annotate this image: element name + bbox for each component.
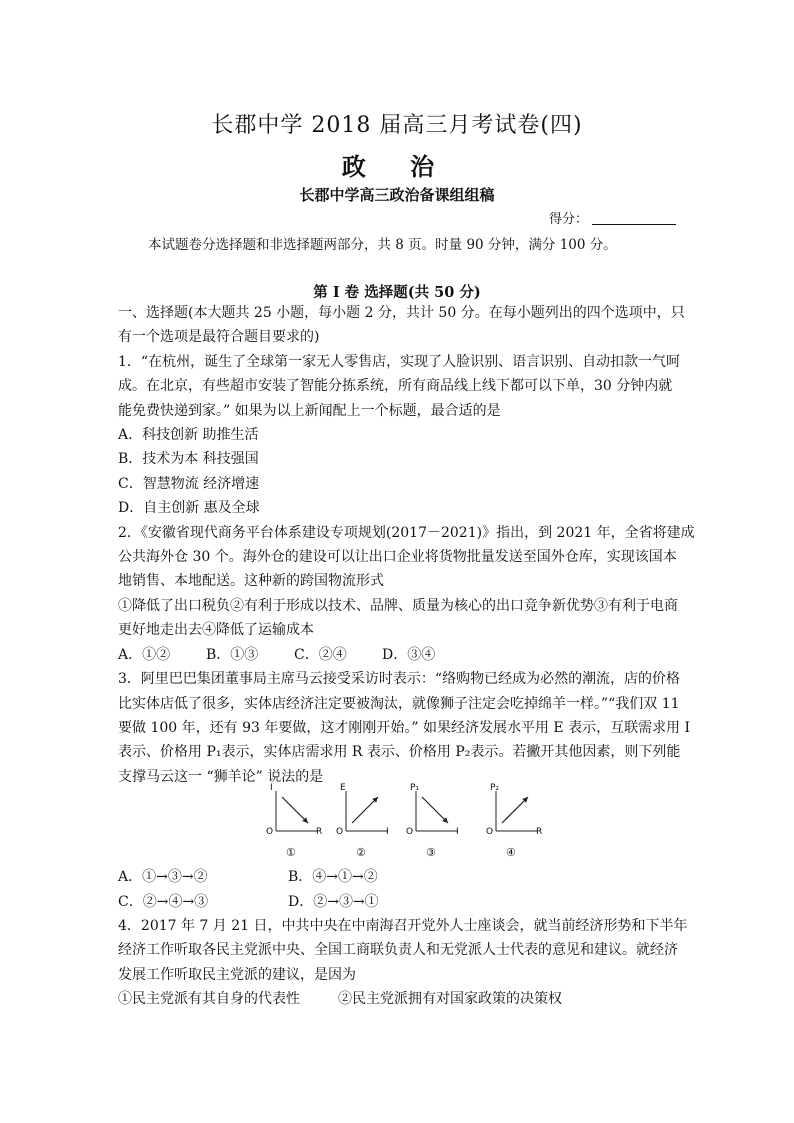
x-axis-label: R: [316, 827, 323, 837]
q4-statements: [118, 987, 678, 1011]
graph-number: ③: [426, 846, 436, 859]
q1-line: 1．“在杭州，诞生了全球第一家无人零售店，实现了人脸识别、语言识别、自动扣款一气呵: [118, 353, 681, 370]
q3-option-d: D．②→③→①: [288, 894, 379, 910]
q1-option-a: A．科技创新 助推生活: [118, 427, 259, 444]
origin-label: O: [486, 827, 494, 837]
x-axis-label: I: [456, 827, 459, 837]
instruction-line: 有一个选项是最符合题目要求的): [118, 329, 320, 346]
q1-option-b: B．技术为本 科技强国: [118, 451, 259, 468]
graph-4: [484, 783, 544, 859]
score-label: 得分：: [549, 212, 589, 227]
q3-option-c: C．②→④→③: [118, 894, 209, 910]
author-line: 长郡中学高三政治备课组组稿: [299, 186, 495, 204]
q3-line: 比实体店低了很多，实体店经济注定要被淘汰，就像狮子注定会吃掉绵羊一样。”“我们双 11: [118, 695, 680, 712]
q4-block: [118, 914, 688, 1012]
q3-graphs: [264, 783, 564, 859]
trend-line: [502, 797, 528, 823]
q2-line: 地销售、本地配送。这种新的跨国物流形式: [118, 573, 384, 590]
graph-1: [264, 783, 324, 859]
score-field: [549, 208, 676, 227]
q2-option-a: A．①②: [118, 646, 171, 663]
q4-line: 经济工作听取各民主党派中央、全国工商联负责人和无党派人士代表的意见和建议。就经济: [118, 942, 678, 959]
q2-option-b: B．①③: [206, 646, 259, 663]
graph-number: ①: [286, 846, 296, 859]
instruction-line: 一、选择题(本大题共 25 小题，每小题 2 分，共计 50 分。在每小题列出的四个选项中，只: [118, 305, 685, 321]
intro-text: 本试题卷分选择题和非选择题两部分，共 8 页。时量 90 分钟，满分 100 分。: [148, 237, 617, 253]
q3-line: 要做 100 年，还有 93 年要做，这才刚刚开始。” 如果经济发展水平用 E 表示，互联需求用 I: [118, 719, 691, 736]
graph-number: ②: [356, 846, 366, 859]
question-block: [118, 301, 695, 789]
q2-line: 2．《安徽省现代商务平台体系建设专项规划(2017－2021)》指出，到 2021 年，全省将建成: [118, 524, 695, 541]
q2-option-c: C．②④: [294, 646, 347, 663]
y-axis-label: P₁: [410, 783, 420, 793]
q4-line: 4．2017 年 7 月 21 日，中共中央在中南海召开党外人士座谈会，就当前经济形势和下半年: [118, 918, 688, 934]
y-axis-label: I: [270, 783, 273, 793]
q3-line: 3．阿里巴巴集团董事局主席马云接受采访时表示：“络购物已经成为必然的潮流，店的价格: [118, 671, 681, 688]
q3-line: 支撑马云这一 “狮羊论” 说法的是: [118, 768, 324, 785]
q2-line: ①降低了出口税负②有利于形成以技术、品牌、质量为核心的出口竞争新优势③有利于电商: [118, 597, 678, 614]
y-axis-label: P₂: [490, 783, 500, 793]
graph-3: [404, 783, 464, 859]
q2-line: 更好地走出去④降低了运输成本: [118, 622, 314, 639]
q4-statement-2: ②民主党派拥有对国家政策的决策权: [338, 991, 562, 1008]
q1-option-d: D．自主创新 惠及全球: [118, 500, 260, 517]
q2-line: 公共海外仓 30 个。海外仓的建设可以让出口企业将货物批量发送至国外仓库，实现该国本: [118, 549, 677, 566]
section-title: 第 I 卷 选择题(共 50 分): [313, 284, 481, 301]
origin-label: O: [406, 827, 414, 837]
trend-line: [352, 797, 378, 823]
q2-option-d: D．③④: [382, 646, 436, 663]
q1-option-c: C．智慧物流 经济增速: [118, 475, 260, 492]
q4-statement-1: ①民主党派有其自身的代表性: [118, 991, 300, 1008]
exam-title: 长郡中学 2018 届高三月考试卷(四): [211, 113, 583, 138]
q2-options: [118, 643, 678, 667]
subject-title: 政 治: [341, 152, 453, 181]
origin-label: O: [266, 827, 274, 837]
x-axis-label: R: [536, 827, 543, 837]
y-axis-label: E: [340, 783, 346, 793]
q3-option-a: A．①→③→②: [118, 869, 208, 885]
graph-number: ④: [506, 846, 516, 859]
q1-line: 能免费快递到家。” 如果为以上新闻配上一个标题，最合适的是: [118, 402, 501, 419]
q3-option-b: B．④→①→②: [288, 869, 378, 885]
score-blank: [592, 212, 676, 225]
q3-line: 表示、价格用 P₁表示，实体店需求用 R 表示、价格用 P₂表示。若撇开其他因素，则下列能: [118, 744, 681, 761]
origin-label: O: [336, 827, 344, 837]
graph-2: [334, 783, 394, 859]
trend-line: [422, 797, 448, 823]
trend-line: [282, 797, 308, 823]
q1-line: 成。在北京，有些超市安装了智能分拣系统，所有商品线上线下都可以下单，30 分钟内就: [118, 378, 673, 395]
x-axis-label: I: [386, 827, 389, 837]
q4-line: 发展工作听取民主党派的建议，是因为: [118, 966, 356, 983]
